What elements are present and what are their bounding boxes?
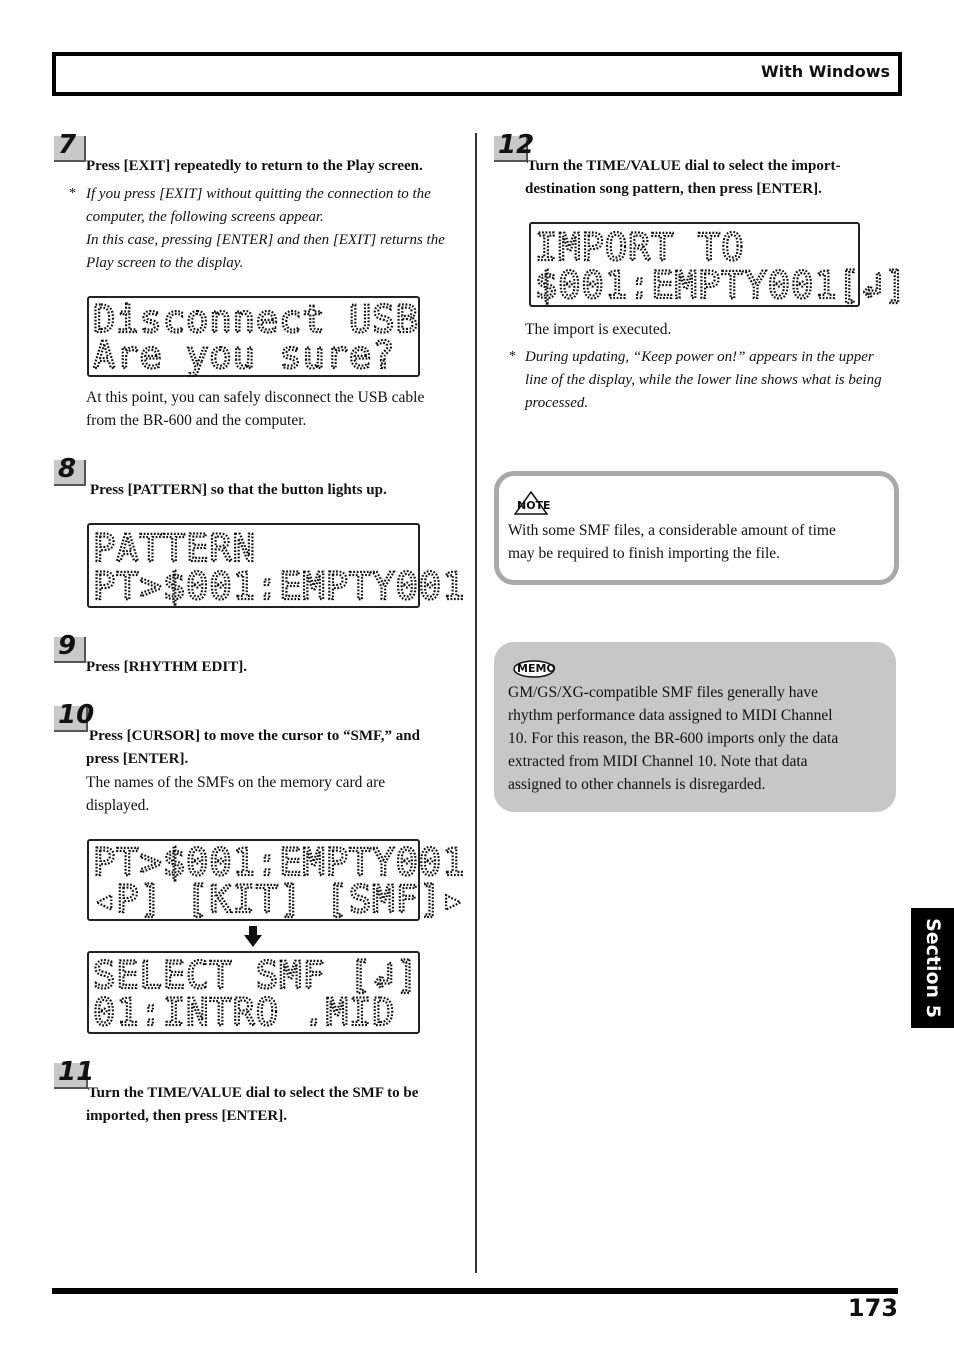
memo-text (508, 681, 888, 796)
instruction-line: Turn the TIME/VALUE dial to select the import- (527, 158, 841, 174)
memo-line: 10. For this reason, the BR-600 imports only the data (508, 730, 839, 747)
note-line: Play screen to the display. (86, 255, 244, 271)
memo-line: rhythm performance data assigned to MIDI Channel (508, 707, 833, 724)
body-line: from the BR-600 and the computer. (86, 412, 307, 429)
memo-line: assigned to other channels is disregarded. (508, 776, 766, 793)
note-asterisk: * (69, 186, 76, 201)
step-number: 12 (498, 130, 535, 160)
step-number: 9 (58, 631, 77, 661)
lcd-line: PT>$001:EMPTY001 (93, 841, 466, 884)
step-12-note (525, 346, 905, 415)
lcd-line: ◂P] [KIT] [SMF]▸ (93, 878, 466, 921)
note-line: If you press [EXIT] without quitting the connection to the (86, 186, 431, 202)
step-7-note (86, 183, 476, 275)
step-number: 10 (58, 700, 95, 730)
step-11-badge (54, 1057, 95, 1089)
note-label: NOTE (517, 499, 551, 512)
step-12-instruction (525, 155, 915, 201)
memo-line: GM/GS/XG-compatible SMF files generally have (508, 684, 818, 701)
step-7-instruction: Press [EXIT] repeatedly to return to the Play screen. (86, 158, 423, 174)
step-number: 8 (58, 454, 77, 484)
memo-label: MEMO (517, 662, 556, 675)
lcd-line: 01:INTRO .MID (93, 991, 396, 1034)
section-tab-label: Section 5 (921, 918, 944, 1018)
step-10-instruction (86, 725, 476, 771)
step-8-badge (54, 454, 86, 486)
header-title: With Windows (760, 62, 890, 81)
body-line: The names of the SMFs on the memory card are (86, 774, 386, 791)
lcd-line: Are you sure? (93, 334, 396, 377)
lcd-line: IMPORT TO (535, 226, 745, 269)
lcd-select-smf (87, 951, 420, 1034)
note-line: processed. (525, 395, 589, 411)
lcd-line: SELECT SMF [↲] (93, 954, 419, 997)
lcd-line: $001:EMPTY001[↲] (535, 264, 908, 307)
lcd-line: Disconnect USB (93, 298, 419, 341)
instruction-line: imported, then press [ENTER]. (86, 1108, 287, 1124)
note-line: may be required to finish importing the file. (508, 545, 781, 562)
page-number: 173 (847, 1294, 898, 1322)
step-10-badge (54, 700, 95, 732)
note-line: computer, the following screens appear. (86, 209, 324, 225)
note-line: During updating, “Keep power on!” appears in the upper (525, 349, 874, 365)
memo-box (494, 642, 896, 812)
step-7-after (86, 386, 476, 432)
step-number: 7 (58, 130, 77, 160)
lcd-disconnect (87, 296, 420, 377)
memo-icon (512, 658, 556, 678)
lcd-line: PATTERN (93, 527, 256, 570)
step-10-body (86, 771, 476, 817)
instruction-line: press [ENTER]. (86, 751, 189, 767)
step-7-badge (54, 130, 86, 162)
note-line: In this case, pressing [ENTER] and then [EXIT] returns the (86, 232, 445, 248)
note-box (494, 471, 899, 585)
instruction-line: destination song pattern, then press [ENTER]. (525, 181, 822, 197)
arrow-down-icon (244, 926, 262, 953)
header-bar (52, 52, 902, 96)
note-line: With some SMF files, a considerable amount of time (508, 522, 836, 539)
footer-rule (52, 1288, 898, 1294)
instruction-line: Press [CURSOR] to move the cursor to “SMF,” and (89, 728, 420, 744)
lcd-rhythm-menu (87, 839, 466, 921)
lcd-import-to (529, 222, 908, 307)
step-11-instruction (86, 1082, 476, 1128)
step-number: 11 (58, 1057, 95, 1087)
lcd-pattern (87, 523, 466, 608)
body-line: At this point, you can safely disconnect the USB cable (86, 389, 425, 406)
step-8-instruction: Press [PATTERN] so that the button lights up. (90, 482, 387, 498)
body-line: displayed. (86, 797, 150, 814)
note-icon (511, 490, 551, 521)
step-12-body: The import is executed. (525, 321, 672, 338)
note-text (508, 519, 888, 565)
step-9-instruction: Press [RHYTHM EDIT]. (86, 659, 247, 675)
memo-line: extracted from MIDI Channel 10. Note that data (508, 753, 808, 770)
lcd-line: PT>$001:EMPTY001 (93, 565, 466, 608)
note-asterisk: * (509, 349, 516, 364)
note-line: line of the display, while the lower line shows what is being (525, 372, 882, 388)
step-9-badge (54, 631, 86, 663)
instruction-line: Turn the TIME/VALUE dial to select the SMF to be (88, 1085, 419, 1101)
step-12-badge (494, 130, 535, 162)
section-tab (911, 908, 954, 1028)
